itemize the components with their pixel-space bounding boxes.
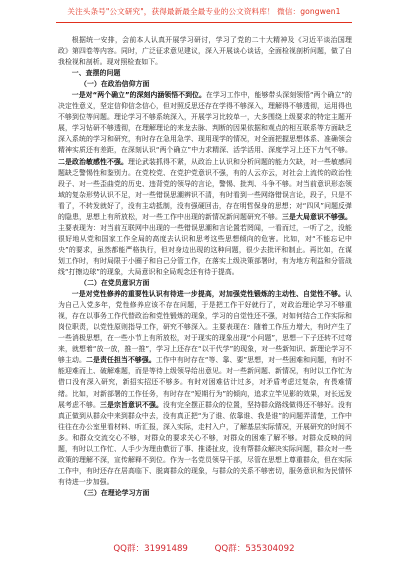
section-heading: 一、查摆的问题 bbox=[71, 69, 121, 78]
paragraph-lead: 三是宗旨意识不强。 bbox=[100, 400, 164, 409]
paragraph-lead: 二是责任担当不够强。 bbox=[85, 356, 156, 365]
subsection-heading-3: （三）在理论学习方面 bbox=[80, 488, 150, 497]
footer-qq-group-2: QQ群：535304092 bbox=[214, 544, 295, 554]
paragraph-lead: 一是对“两个确立”的深刻内涵领悟不到位。 bbox=[71, 91, 206, 100]
paragraph-text: 没有完全摆正群众的位置，坚持群众路线做得还不够好。没有真正做到从群众中来到群众中去，没有真正把“为了谁、依靠谁、我是谁”的问题弄清楚，工作中往往在办公室里看材料、听汇报，深入实际，走村入户，了解基层实际情况，开展研究的时间不多。和群众交流交心不够，对群众的要求关心不够，对群众的困难了解不够。对群众反映的问题，有时以工作忙、人手少为理由敷衍了事、推诿扯皮，没有帮群众解决实际问题，群众对一些政策的理解不深，宣传解释不到位。作为一名党员领导干部，尽管在思想上尊重群众，但在实际工作中，有时还存在居高临下、脱离群众的现象，与群众的关系不够密切，服务意识和为民情怀有待进一步加强。 bbox=[58, 400, 352, 486]
paragraph-text: 工作中有时存在“等、靠、要”思想，对一些困难和问题，有时不能迎难而上、破解难题，而是等待上级领导给出意见。对一些新问题、新情况，有时以工作忙为借口没有深入研究，新招实招还不够多。有时对困难估计过多，对矛盾考虑过复杂，有畏难情绪。比如，对新部署的工作任务，有时存在“短期行为”的倾向，追求立竿见影的效果，对长远发展考虑不够。 bbox=[58, 356, 353, 409]
paragraph-text: 主要表现为：对当前互联网中出现的一些错误思潮和言论置若罔闻，一看而过，一听了之，没能很好地从党和国家工作全局的高度去认识和思考这些思想倾向的危害。比如，对“不能忘记中央”的要求，虽然都能严格执行，但对身边出现的这种问题，很少去批评和制止。再比如，在谋划工作时，有时局限于小圈子和自己分管工作，在落实上级决策部署时，有为地方利益和分管战线“打擦边球”的现象，大局意识和全局观念还有待于提高。 bbox=[58, 223, 352, 276]
page-footer bbox=[0, 542, 408, 562]
header-banner-text: 关注头条号"公文研究"，获得最新最全最专业的公文资料库！ 微信：gongwen1 bbox=[67, 7, 341, 16]
subsection-heading-2: （二）在党员意识方面 bbox=[80, 279, 150, 288]
subsection-heading-1: （一）在政治信仰方面 bbox=[80, 80, 150, 89]
paragraph-text: 在学习工作中，能够带头深刻领悟“两个确立”的决定性意义，坚定信仰信念信心，但对照反思还存在学得不够深入，理解得不够透彻，运用得也不够到位等问题。理论学习不够系统深入，开展学习比较单一，大多围绕上级要求的特定主题开展，学习钻研不够透彻，在理解理论的来龙去脉、判断的因果依据和观点的相互联系等方面缺乏深入系统的学习和研究，有时存在急用急学、现用现学的情况，对全面把握思想体系、准确领会精神实质还有差距，在深刻认识“两个确立”中力求精深、活学活用、深度学习上还下力气不够。 bbox=[58, 91, 352, 155]
paragraph-text: 认为自己入党多年，党性修养应该不存在问题，于是把工作干好就行了，对政治理论学习不够重视，存在以事务工作代替政治和党性锻炼的现象，学习的自觉性还不强，对如何结合工作实际和岗位职责，以党性原则指导工作，研究不够深入。主要表现在：随着工作压力增大，有时产生了一些消极思想，在一些小节上有所放松，对于现实的现象出现“小问题”，思想一下子还转不过弯来，就想着“放一放，推一推”，学习上还存在“以干代学”的现象，对一些新知识、新理论学习不够主动。 bbox=[58, 290, 352, 365]
header-rule bbox=[56, 22, 352, 23]
intro-paragraph: 根据统一安排，会前本人认真开展学习研讨，学习了党的二十大精神及《习近平谈治国理政》第四卷等内容。同时，广泛征求意见建议，深入开展谈心谈话，全面检视剖析问题，做了自我检视和剖析。现对照检查如下。 bbox=[58, 36, 352, 67]
paragraph-lead: 二是政治敏感性不强。 bbox=[58, 157, 129, 166]
page-header bbox=[0, 0, 408, 28]
paragraph-lead: 一是对党性修养的重要性认识有待进一步提高，对加强党性锻炼的主动性、自觉性不够。 bbox=[71, 290, 346, 299]
paragraph-1-1 bbox=[58, 90, 352, 278]
paragraph-lead: 三是大局意识不够强。 bbox=[282, 212, 352, 221]
paragraph-2-1 bbox=[58, 289, 352, 488]
document-body bbox=[58, 35, 352, 499]
footer-qq-group-1: QQ群：31991489 bbox=[113, 544, 188, 554]
paragraph-text: 理论武装抓得不紧，从政治上认识和分析问题的能力欠缺，对一些敏感问题缺乏警惕性和鉴别力。在党校党、在党护党意识不强，有的人云亦云，对社会上流传的政治性段子、对一些歪曲党的历史、违背党的领导的言论，警惕、批判、斗争不够。对当前意识形态领域的复杂形势认识不足，对一些错误思潮辨识不清，有时看到一些网络错误言论，段子，只是不看了，不转发就好了，没有主动抵制，没有强硬回击，存在明哲保身的思想；对“四风”问题反弹的隐患，思想上有所放松，对一些工作中出现的新情况新问题研究不够。 bbox=[58, 157, 352, 221]
